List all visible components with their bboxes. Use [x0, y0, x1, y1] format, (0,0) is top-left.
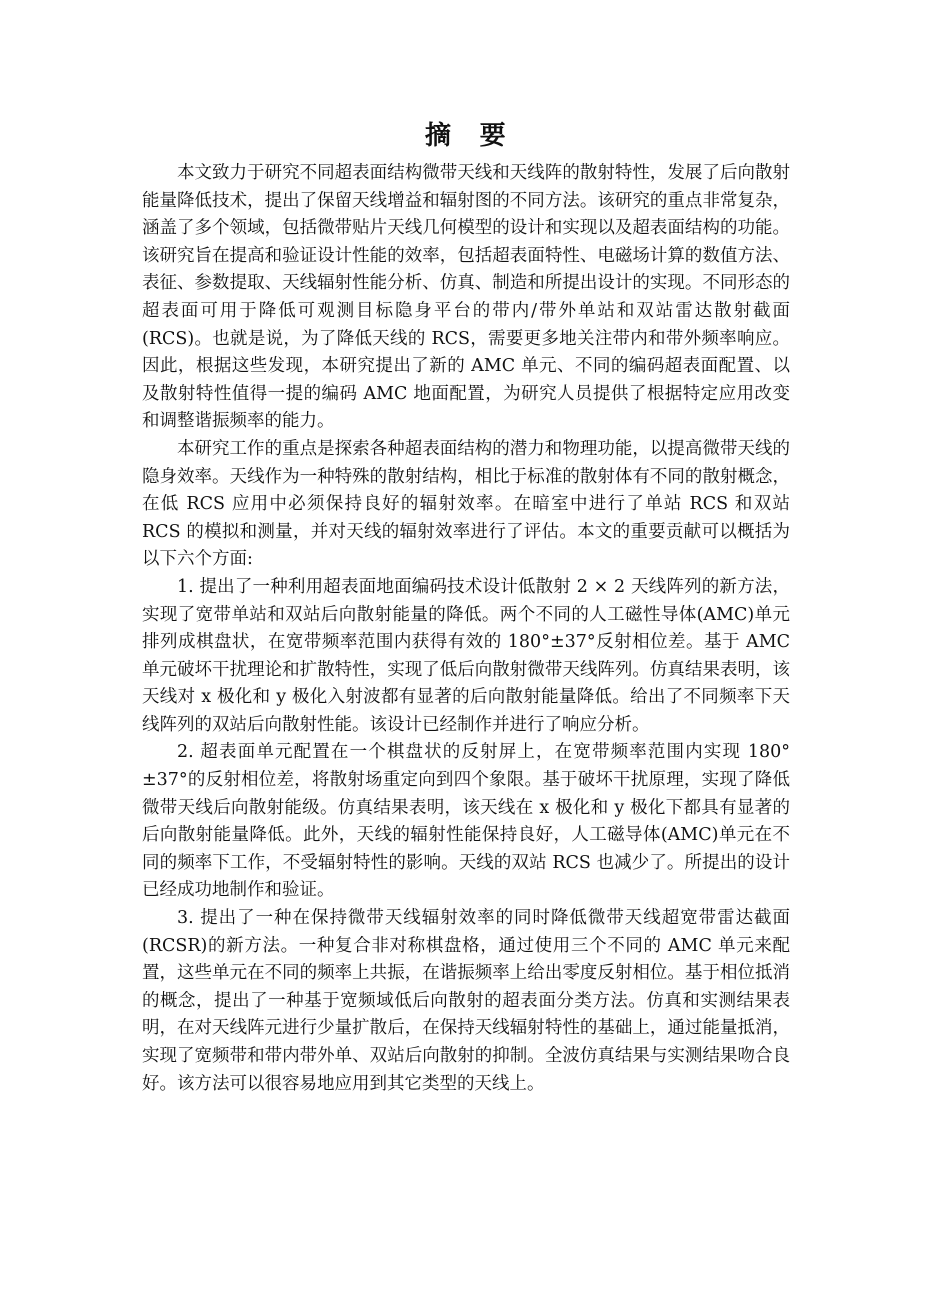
- paragraph-focus: 本研究工作的重点是探索各种超表面结构的潜力和物理功能，以提高微带天线的隐身效率。天线作为一种特殊的散射结构，相比于标准的散射体有不同的散射概念，在低 RCS 应用中必须保持良好的辐射效率。在暗室中进行了单站 RCS 和双站 RCS 的模拟和测量，并对天线的辐射效率进行了评估。本文的重要贡献可以概括为以下六个方面:: [142, 438, 790, 570]
- page-title: 摘 要: [425, 121, 507, 151]
- paragraph-contribution-2: 2. 超表面单元配置在一个棋盘状的反射屏上，在宽带频率范围内实现 180°±37°的反射相位差，将散射场重定向到四个象限。基于破坏干扰原理，实现了降低微带天线后向散射能级。仿真结果表明，该天线在 x 极化和 y 极化下都具有显著的后向散射能量降低。此外，天线的辐射性能保持良好，人工磁导体(AMC)单元在不同的频率下工作，不受辐射特性的影响。天线的双站 RCS 也减少了。所提出的设计已经成功地制作和验证。: [142, 742, 790, 901]
- paragraph-contribution-3: 3. 提出了一种在保持微带天线辐射效率的同时降低微带天线超宽带雷达截面(RCSR)的新方法。一种复合非对称棋盘格，通过使用三个不同的 AMC 单元来配置，这些单元在不同的频率上共振，在谐振频率上给出零度反射相位。基于相位抵消的概念，提出了一种基于宽频域低后向散射的超表面分类方法。仿真和实测结果表明，在对天线阵元进行少量扩散后，在保持天线辐射特性的基础上，通过能量抵消，实现了宽频带和带内带外单、双站后向散射的抑制。全波仿真结果与实测结果吻合良好。该方法可以很容易地应用到其它类型的天线上。: [142, 908, 790, 1094]
- abstract-page: [142, 116, 790, 1098]
- paragraph-intro: 本文致力于研究不同超表面结构微带天线和天线阵的散射特性，发展了后向散射能量降低技术，提出了保留天线增益和辐射图的不同方法。该研究的重点非常复杂，涵盖了多个领域，包括微带贴片天线几何模型的设计和实现以及超表面结构的功能。该研究旨在提高和验证设计性能的效率，包括超表面特性、电磁场计算的数值方法、表征、参数提取、天线辐射性能分析、仿真、制造和所提出设计的实现。不同形态的超表面可用于降低可观测目标隐身平台的带内/带外单站和双站雷达散射截面(RCS)。也就是说，为了降低天线的 RCS，需要更多地关注带内和带外频率响应。因此，根据这些发现，本研究提出了新的 AMC 单元、不同的编码超表面配置、以及散射特性值得一提的编码 AMC 地面配置，为研究人员提供了根据特定应用改变和调整谐振频率的能力。: [142, 163, 790, 432]
- paragraph-contribution-1: 1. 提出了一种利用超表面地面编码技术设计低散射 2 × 2 天线阵列的新方法，实现了宽带单站和双站后向散射能量的降低。两个不同的人工磁性导体(AMC)单元排列成棋盘状，在宽带频率范围内获得有效的 180°±37°反射相位差。基于 AMC 单元破坏干扰理论和扩散特性，实现了低后向散射微带天线阵列。仿真结果表明，该天线对 x 极化和 y 极化入射波都有显著的后向散射能量降低。给出了不同频率下天线阵列的双站后向散射性能。该设计已经制作并进行了响应分析。: [142, 576, 790, 735]
